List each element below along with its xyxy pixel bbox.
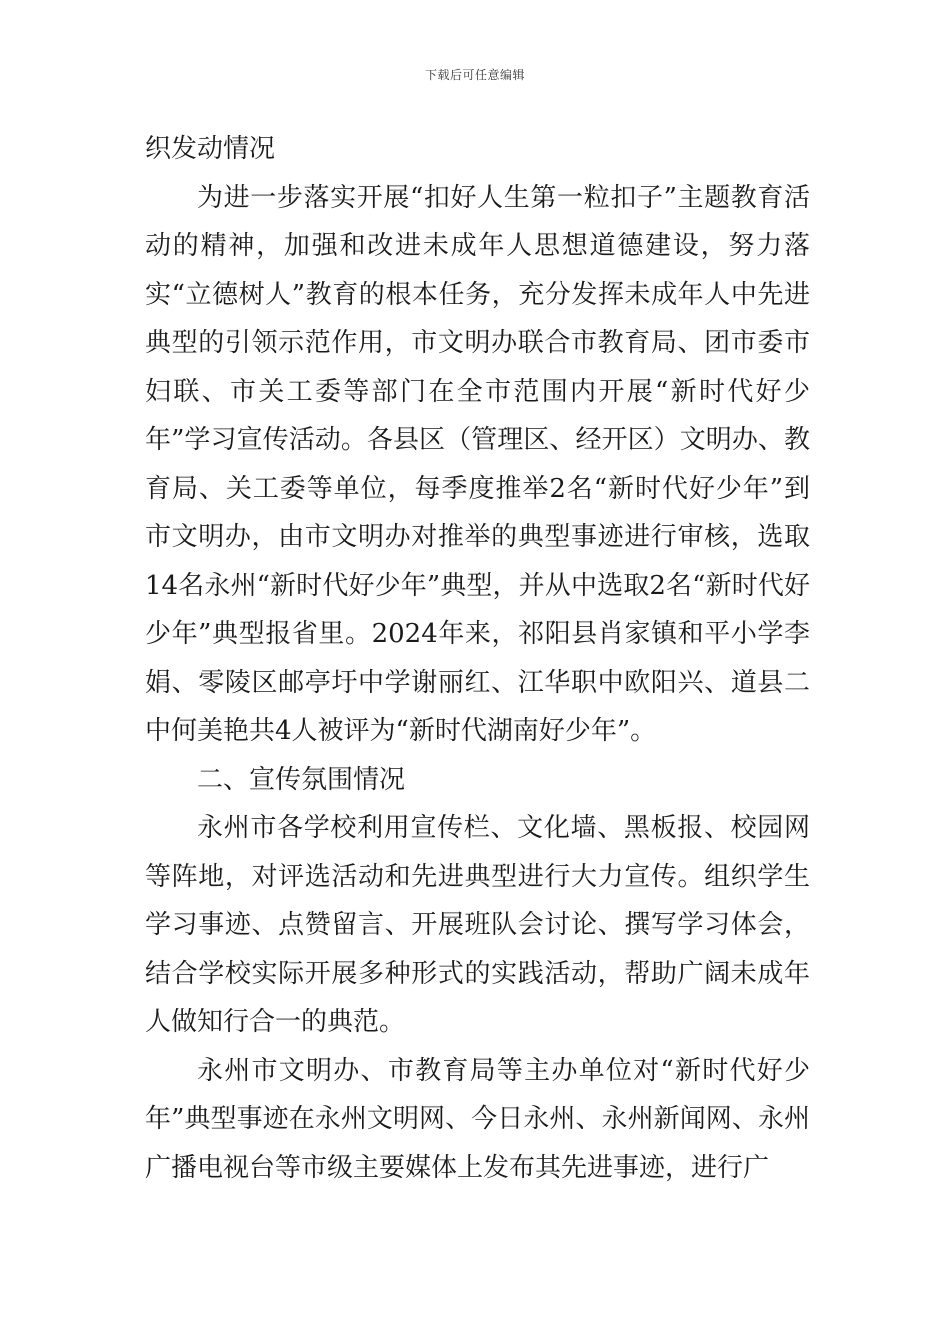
paragraph-school-publicity: 永州市各学校利用宣传栏、文化墙、黑板报、校园网等阵地，对评选活动和先进典型进行大力宣传。组织学生学习事迹、点赞留言、开展班队会讨论、撰写学习体会，结合学校实际开展多种形式的实践活动，帮助广阔未成年人做知行合一的典范。 xyxy=(145,813,810,1037)
section-heading-publicity: 二、宣传氛围情况 xyxy=(197,764,406,795)
paragraph-media-publicity: 永州市文明办、市教育局等主办单位对“新时代好少年”典型事迹在永州文明网、今日永州、永州新闻网、永州广播电视台等市级主要媒体上发布其先进事迹，进行广 xyxy=(145,1055,810,1183)
paragraph-section-tail: 织发动情况 xyxy=(145,134,276,164)
page-header: 下载后可任意编辑 xyxy=(424,68,525,82)
paragraph-activity-details: 为进一步落实开展“扣好人生第一粒扣子”主题教育活动的精神，加强和改进未成年人思想道德建设，努力落实“立德树人”教育的根本任务，充分发挥未成年人中先进典型的引领示范作用，市文明办联合市教育局、团市委市妇联、市关工委等部门在全市范围内开展“新时代好少年”学习宣传活动。各县区（管理区、经开区）文明办、教育局、关工委等单位，每季度推举2名“新时代好少年”到市文明办，由市文明办对推举的典型事迹进行审核，选取14名永州“新时代好少年”典型，并从中选取2名“新时代好少年”典型报省里。2024年来，祁阳县肖家镇和平小学李娟、零陵区邮亭圩中学谢丽红、江华职中欧阳兴、道县二中何美艳共4人被评为“新时代湖南好少年”。 xyxy=(145,182,810,746)
document-body xyxy=(145,125,810,1192)
